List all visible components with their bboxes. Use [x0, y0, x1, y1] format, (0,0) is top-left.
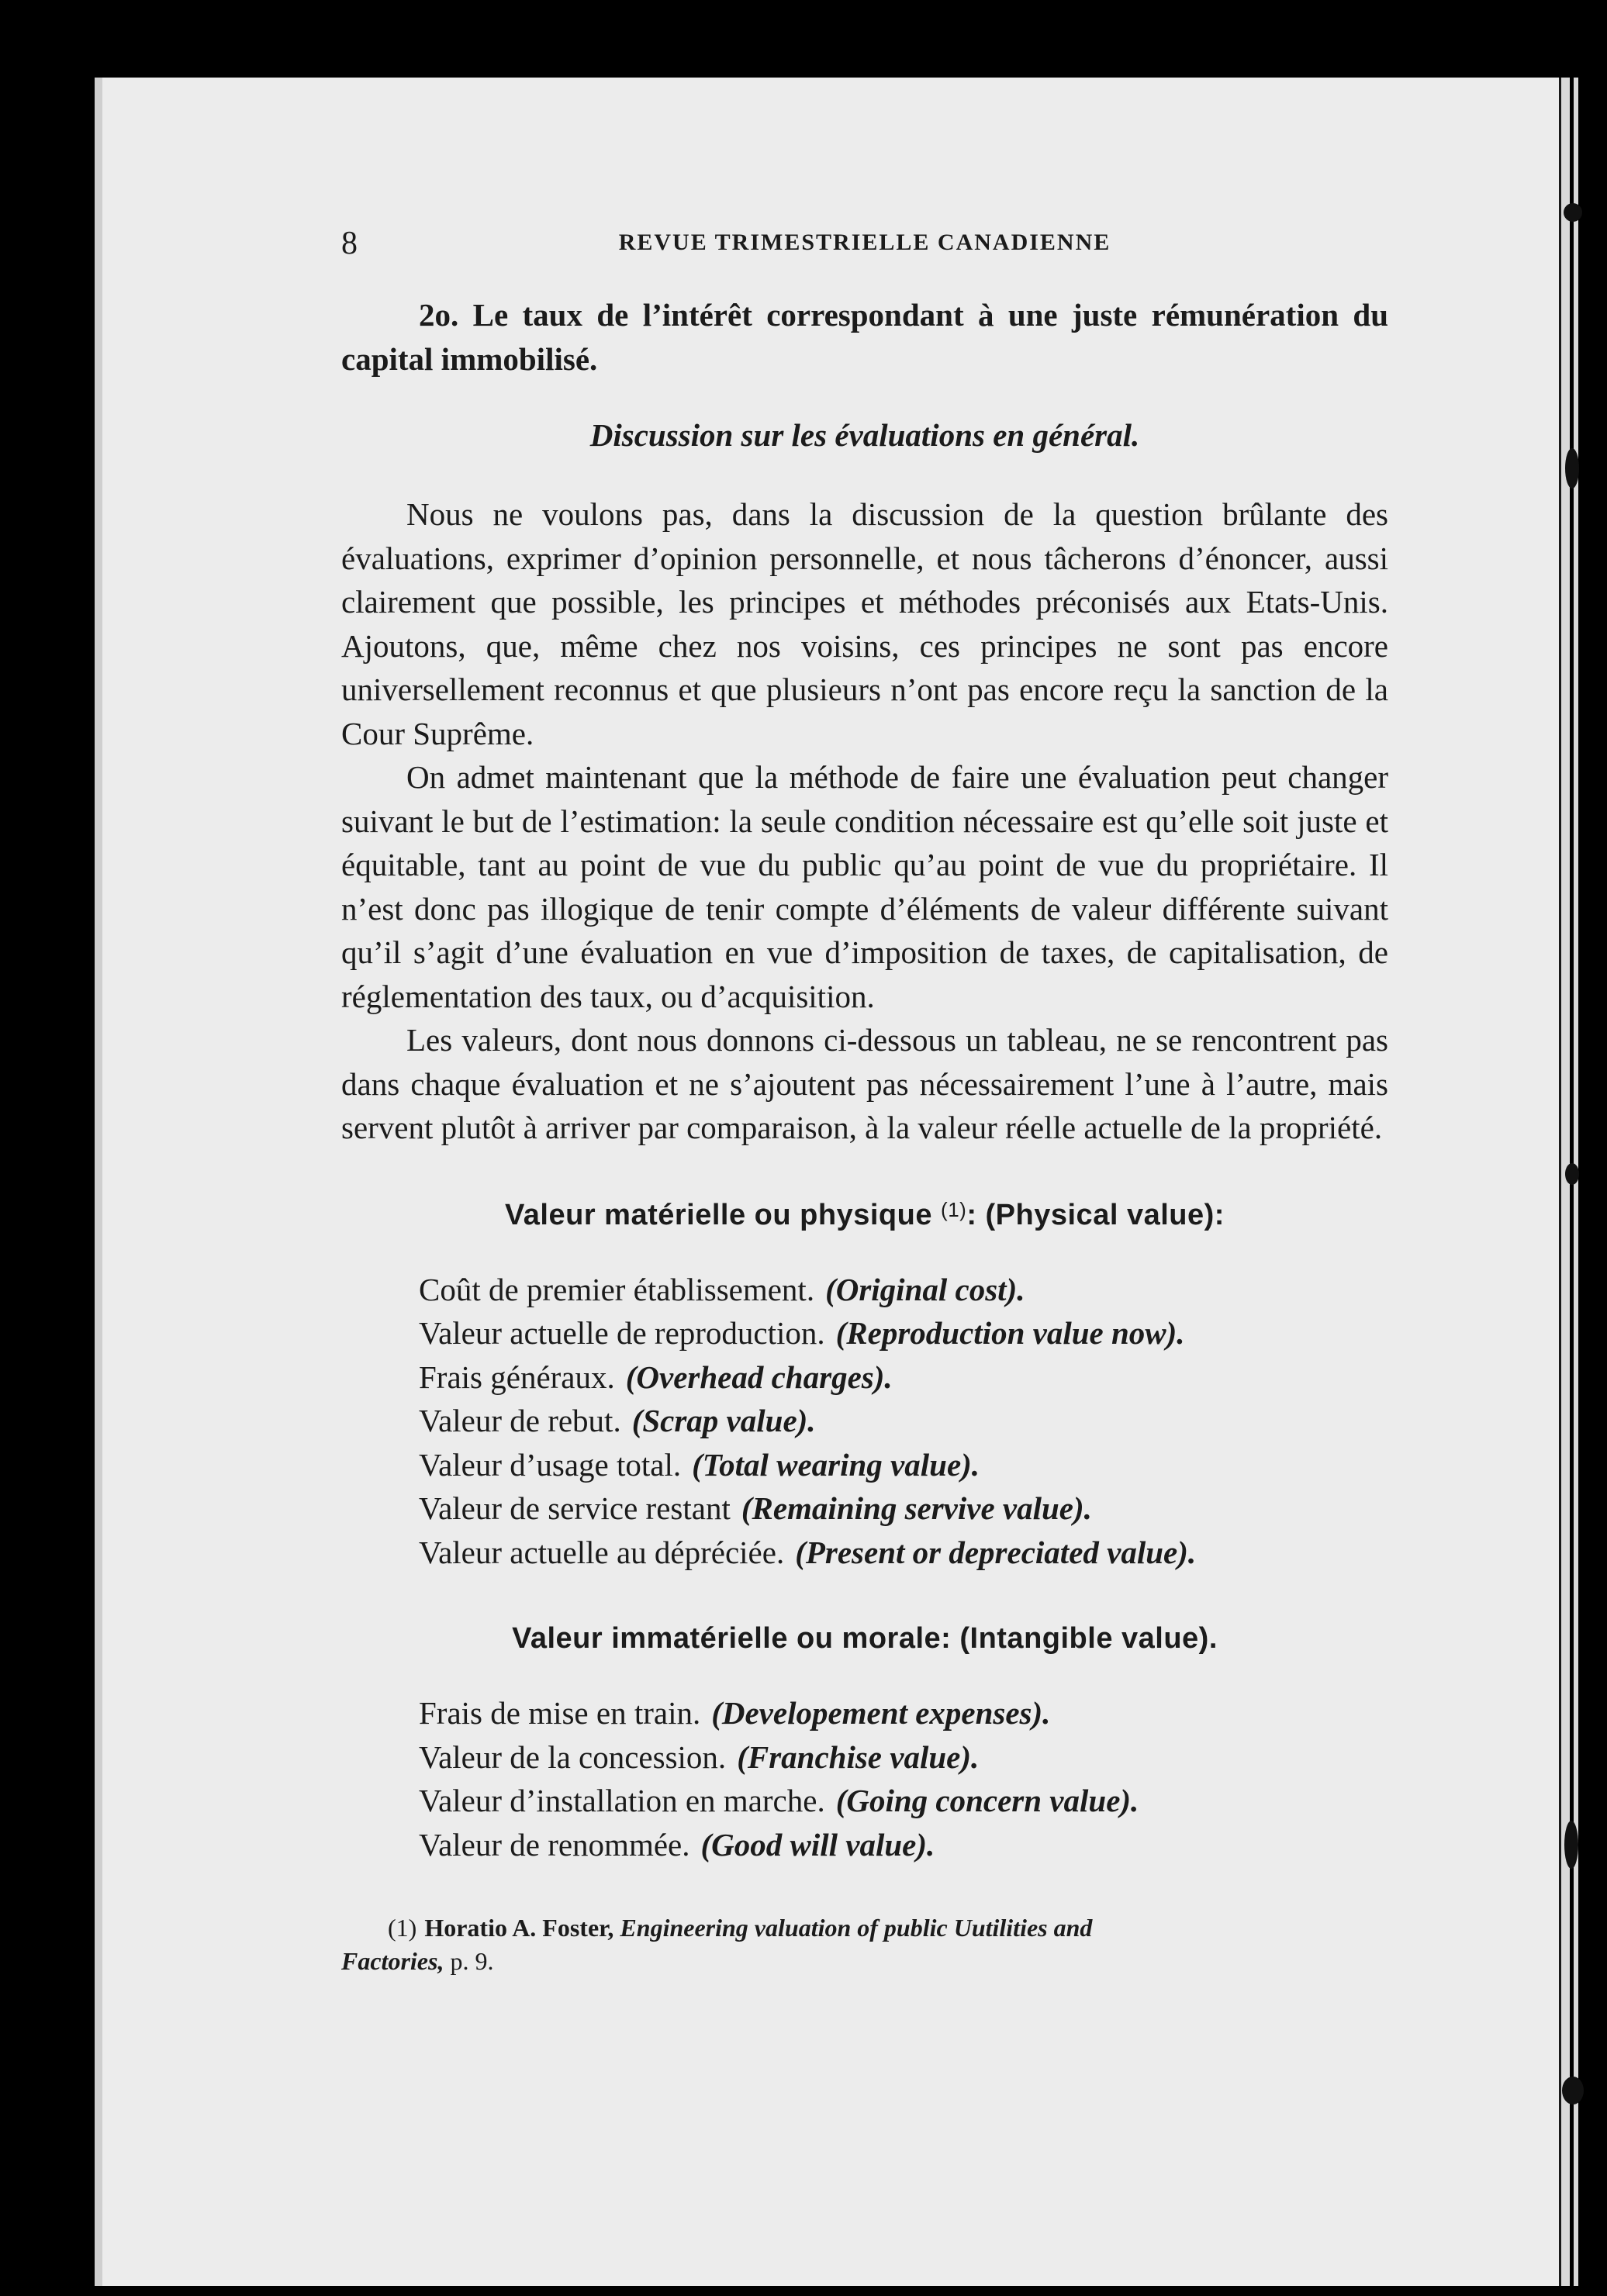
scan-speck	[1564, 203, 1582, 222]
value-french: Valeur de renommée.	[419, 1826, 690, 1863]
footnote	[341, 1911, 1388, 1978]
page-content	[341, 225, 1388, 1978]
list-item	[419, 1735, 1388, 1780]
footnote-page: p. 9.	[450, 1947, 494, 1975]
footnote-work-title: Engineering valuation of public Uutilities and	[620, 1914, 1093, 1942]
value-english: (Total wearing value).	[692, 1446, 980, 1483]
body-paragraph: Les valeurs, dont nous donnons ci-dessous un tableau, ne se rencontrent pas dans chaque évaluation et ne s’ajoutent pas nécessairement l’une à l’autre, mais servent plutôt à arriver par comparaison, à la valeur réelle actuelle de la propriété.	[341, 1022, 1388, 1145]
discussion-heading: Discussion sur les évaluations en général.	[589, 417, 1140, 453]
physical-value-heading	[341, 1198, 1388, 1232]
value-english: (Reproduction value now).	[835, 1315, 1185, 1351]
value-english: (Overhead charges).	[625, 1359, 893, 1395]
intangible-value-list	[341, 1691, 1388, 1866]
value-english: (Developement expenses).	[711, 1695, 1051, 1731]
value-english: (Good will value).	[700, 1826, 935, 1863]
value-french: Valeur actuelle au dépréciée.	[419, 1534, 785, 1570]
running-head	[341, 225, 1388, 271]
value-french: Valeur de service restant	[419, 1490, 731, 1526]
footnote-work-title-end: Factories,	[341, 1947, 444, 1975]
list-item	[419, 1311, 1388, 1355]
value-english: (Remaining servive value).	[741, 1490, 1092, 1526]
physical-value-list	[341, 1268, 1388, 1575]
value-english: (Present or depreciated value).	[795, 1534, 1197, 1570]
list-item	[419, 1486, 1388, 1531]
list-item	[419, 1443, 1388, 1487]
value-french: Coût de premier établissement.	[419, 1271, 815, 1307]
value-english: (Going concern value).	[835, 1783, 1139, 1818]
value-english: (Original cost).	[825, 1271, 1025, 1307]
list-item	[419, 1399, 1388, 1443]
value-french: Frais généraux.	[419, 1359, 615, 1395]
value-french: Valeur de la concession.	[419, 1738, 727, 1775]
value-french: Frais de mise en train.	[419, 1695, 701, 1731]
scan-speck	[1565, 448, 1579, 489]
list-item	[419, 1531, 1388, 1575]
scan-speck	[1562, 2077, 1584, 2104]
footnote-continuation	[341, 1945, 1388, 1978]
scan-speck	[1564, 1821, 1578, 1869]
intro-paragraph: 2o. Le taux de l’intérêt correspondant à une juste rémunération du capital immobilisé.	[341, 297, 1388, 377]
value-french: Valeur d’installation en marche.	[419, 1783, 825, 1818]
value-french: Valeur actuelle de reproduction.	[419, 1315, 825, 1351]
scan-speck	[1565, 1163, 1579, 1185]
footnote-author: Horatio A. Foster,	[424, 1914, 614, 1942]
body-paragraph: Nous ne voulons pas, dans la discussion de la question brûlante des évaluations, exprimer d’opinion personnelle, et nous tâcherons d’énoncer, aussi clairement que possible, les principes et méthodes préconisés aux Etats-Unis. Ajoutons, que, même chez nos voisins, ces principes ne sont pas encore universellement reconnus et que plusieurs n’ont pas encore reçu la sanction de la Cour Suprême.	[341, 496, 1388, 751]
value-french: Valeur d’usage total.	[419, 1446, 682, 1483]
footnote-number: (1)	[388, 1914, 417, 1942]
list-item	[419, 1268, 1388, 1312]
value-french: Valeur de rebut.	[419, 1403, 621, 1438]
body-paragraph: On admet maintenant que la méthode de faire une évaluation peut changer suivant le but de l’estimation: la seule condition nécessaire est qu’elle soit juste et équitable, tant au point de vue du public qu’au point de vue du propriétaire. Il n’est donc pas illogique de tenir compte d’éléments de valeur différente suivant qu’il s’agit d’une évaluation en vue d’imposition de taxes, de capitalisation, de réglementation des taux, ou d’acquisition.	[341, 759, 1388, 1014]
footnote-reference: (1)	[941, 1197, 967, 1221]
physical-heading-text: Valeur matérielle ou physique	[505, 1198, 932, 1231]
journal-title: REVUE TRIMESTRIELLE CANADIENNE	[618, 230, 1111, 255]
physical-heading-suffix: : (Physical value):	[966, 1198, 1225, 1231]
value-english: (Franchise value).	[737, 1738, 980, 1775]
value-english: (Scrap value).	[631, 1403, 816, 1438]
page-number: 8	[341, 226, 358, 261]
list-item	[419, 1691, 1388, 1735]
list-item	[419, 1355, 1388, 1400]
intangible-value-heading: Valeur immatérielle ou morale: (Intangible value).	[512, 1622, 1218, 1655]
list-item	[419, 1779, 1388, 1823]
list-item	[419, 1823, 1388, 1867]
